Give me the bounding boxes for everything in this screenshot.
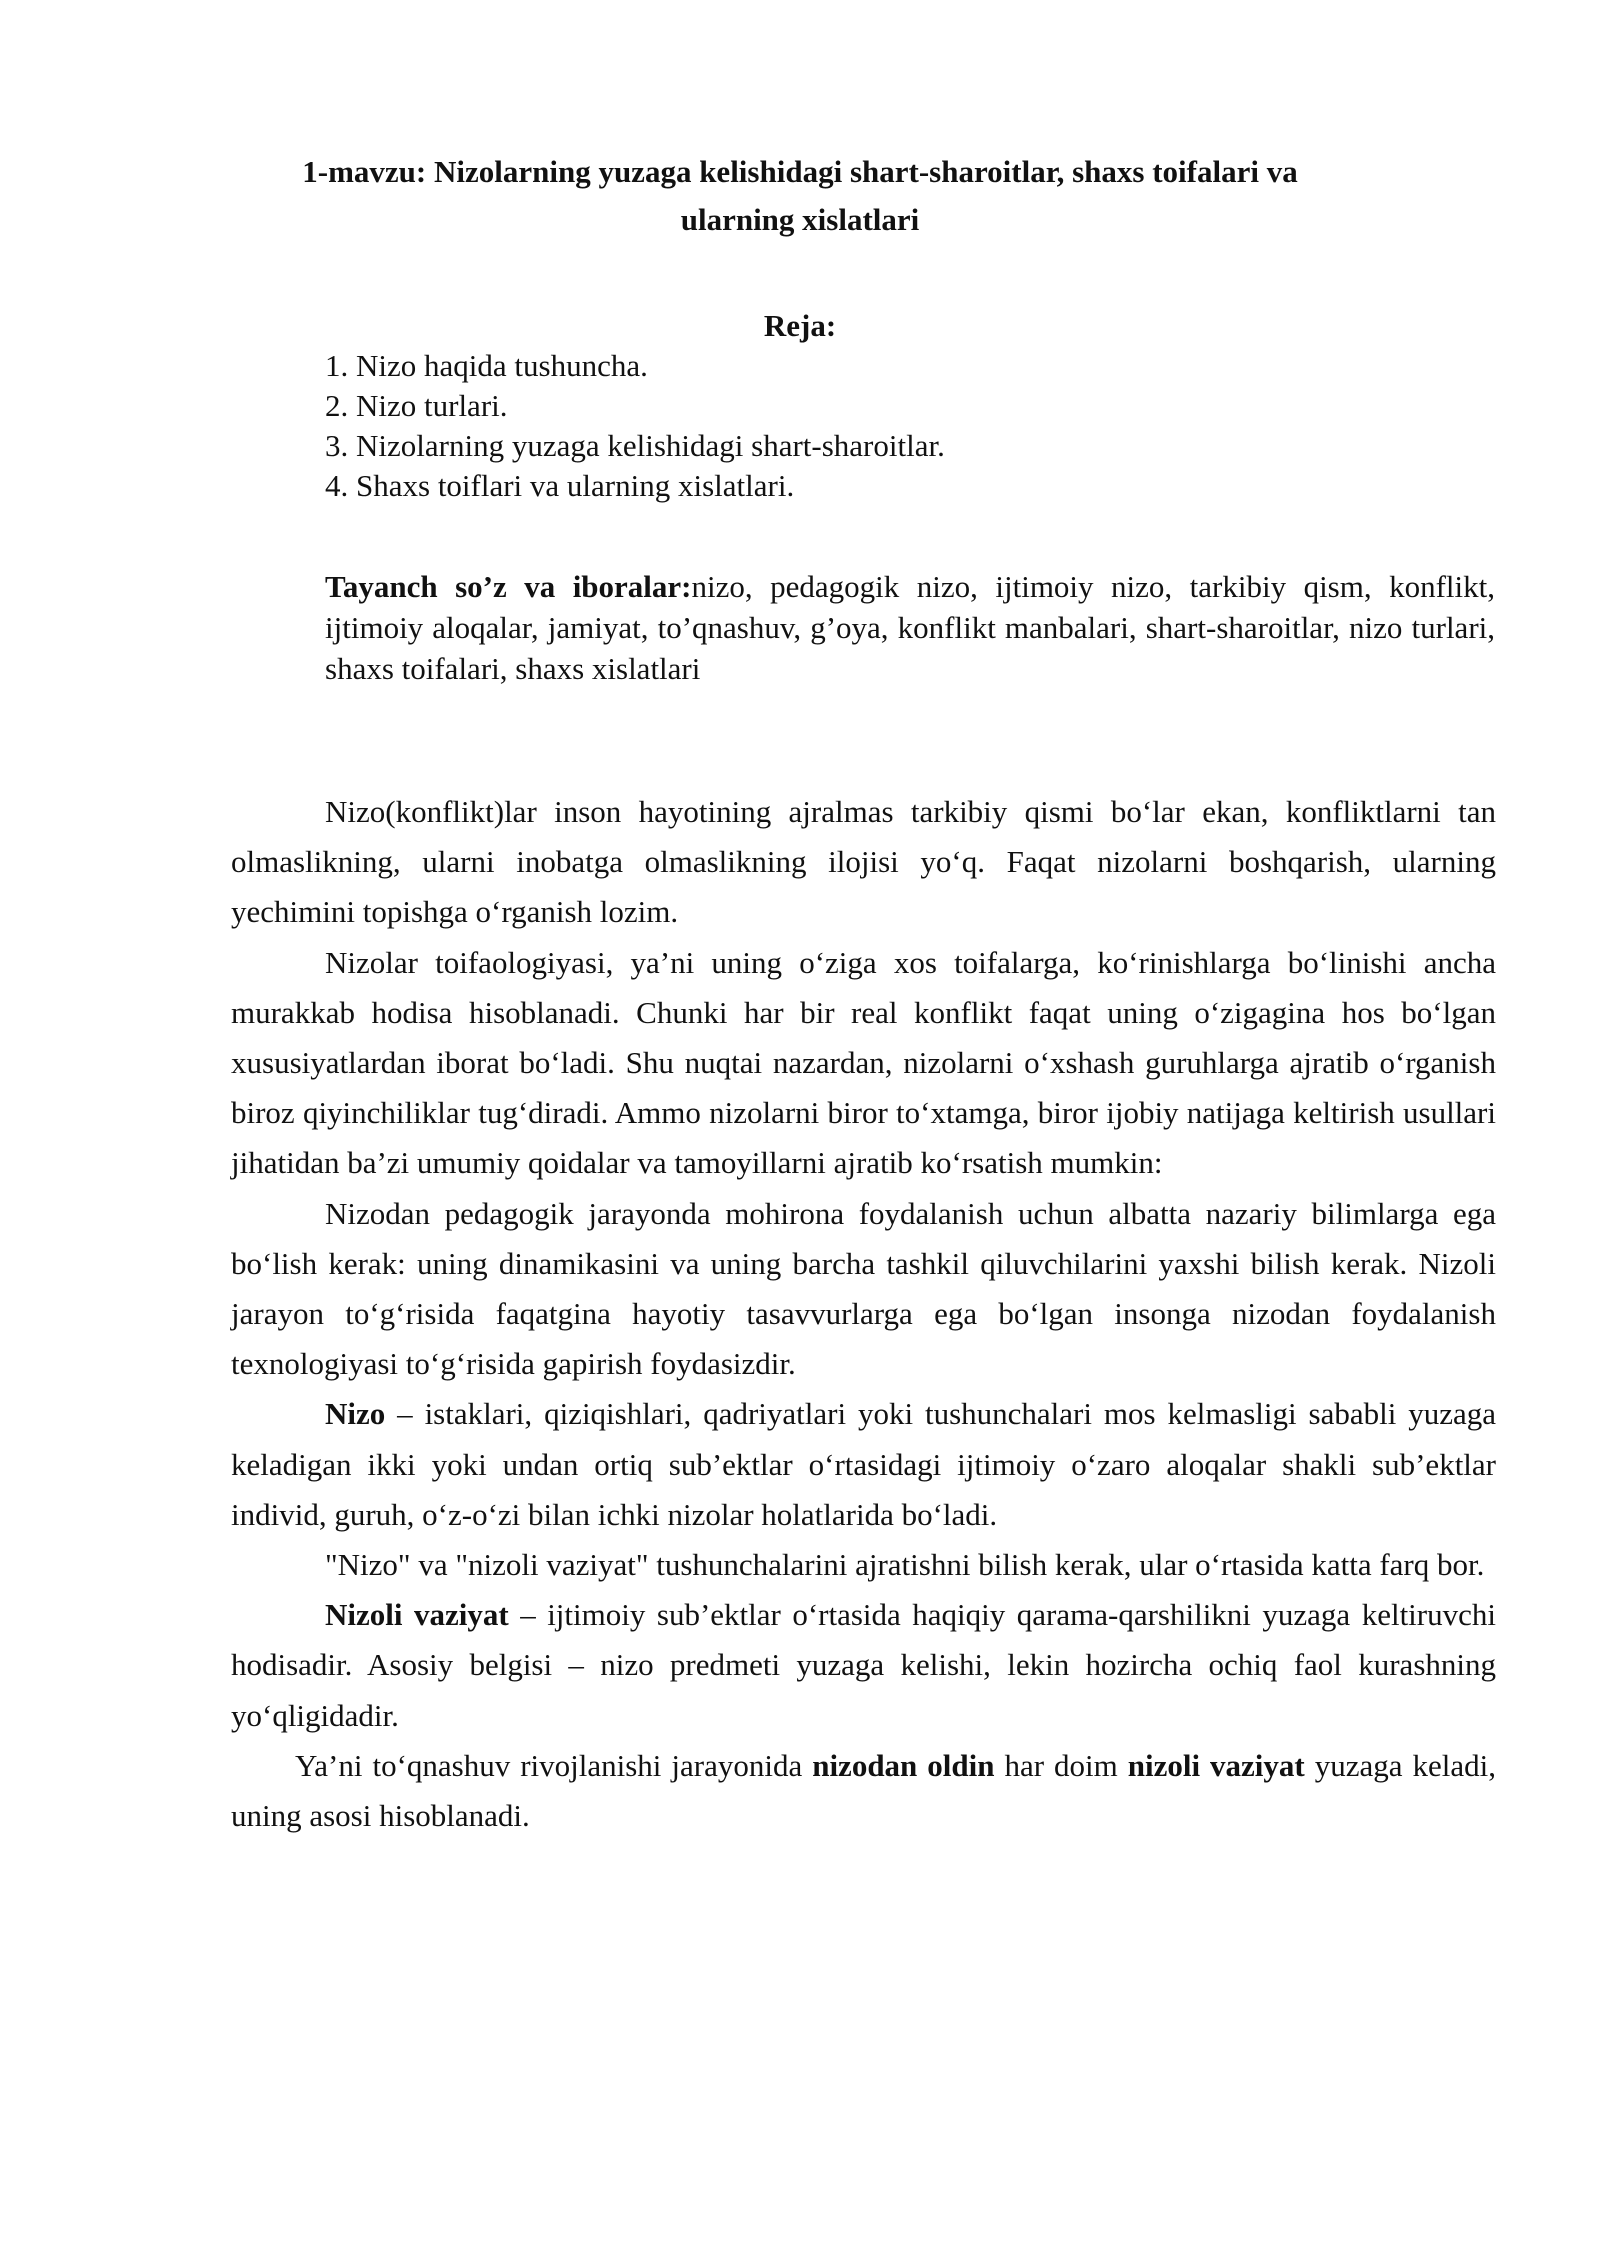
paragraph-7-text-c: har doim — [994, 1747, 1128, 1783]
keywords-text: nizo, pedagogik nizo, ijtimoiy nizo, tarkibiy qism, konflikt, ijtimoiy aloqalar, jamiyat, to’qnashuv, g’oya, konflikt manbalari, shart-sharoitlar, nizo turlari, shaxs toifalari, shaxs xislatlari — [325, 569, 1496, 686]
title-line-2: ularning xislatlari — [680, 202, 920, 237]
definition-nizo: – istaklari, qiziqishlari, qadriyatlari yoki tushunchalari mos kelmasligi sababli yuzaga keladigan ikki yoki undan ortiq sub’ektlar o‘rtasidagi ijtimoiy o‘zaro aloqalar shakli sub’ektlar individ, guruh, o‘z-o‘zi bilan ichki nizolar holatlarida bo‘ladi. — [231, 1396, 1496, 1532]
plan-item: 4. Shaxs toiflari va ularning xislatlari. — [325, 468, 795, 503]
paragraph-2: Nizolar toifaologiyasi, ya’ni uning o‘ziga xos toifalarga, ko‘rinishlarga bo‘linishi ancha murakkab hodisa hisoblanadi. Chunki har bir real konflikt faqat uning o‘zigagina hos bo‘lgan xususiyatlardan iborat bo‘ladi. Shu nuqtai nazardan, nizolarni o‘xshash guruhlarga ajratib o‘rganish biroz qiyinchiliklar tug‘diradi. Ammo nizolarni biror to‘xtamga, biror ijobiy natijaga keltirish usullari jihatidan ba’zi umumiy qoidalar va tamoyillarni ajratib ko‘rsatish mumkin: — [231, 944, 1496, 1181]
body-text — [231, 787, 1496, 1841]
emphasis-nizodan-oldin: nizodan oldin — [812, 1747, 995, 1783]
paragraph-4 — [231, 1389, 1496, 1540]
paragraph-7-text-a: Ya’ni to‘qnashuv rivojlanishi jarayonida — [295, 1747, 813, 1783]
definition-nizoli-vaziyat: – ijtimoiy sub’ektlar o‘rtasida haqiqiy qarama-qarshilikni yuzaga keltiruvchi hodisadir. Asosiy belgisi – nizo predmeti yuzaga kelishi, lekin hozircha ochiq faol kurashning yo‘qligidadir. — [231, 1597, 1496, 1733]
paragraph-6 — [231, 1590, 1496, 1741]
paragraph-7 — [231, 1741, 1496, 1841]
document-title — [200, 148, 1400, 244]
emphasis-nizoli-vaziyat: nizoli vaziyat — [1127, 1747, 1305, 1783]
keywords-label: Tayanch so’z va iboralar: — [325, 569, 692, 604]
paragraph-1: Nizo(konflikt)lar inson hayotining ajralmas tarkibiy qismi bo‘lar ekan, konfliktlarni tan olmaslikning, ularni inobatga olmaslikning ilojisi yo‘q. Faqat nizolarni boshqarish, ularning yechimini topishga o‘rganish lozim. — [231, 794, 1496, 930]
plan-heading: Reja: — [763, 308, 837, 343]
plan-list — [325, 346, 945, 506]
paragraph-5: "Nizo" va "nizoli vaziyat" tushunchalarini ajratishni bilish kerak, ular o‘rtasida katta farq bor. — [325, 1547, 1485, 1583]
title-line-1: 1-mavzu: Nizolarning yuzaga kelishidagi shart-sharoitlar, shaxs toifalari va — [302, 154, 1298, 189]
term-nizoli-vaziyat: Nizoli vaziyat — [325, 1597, 509, 1633]
plan-item: 1. Nizo haqida tushuncha. — [325, 348, 648, 383]
paragraph-3: Nizodan pedagogik jarayonda mohirona foydalanish uchun albatta nazariy bilimlarga ega bo‘lish kerak: uning dinamikasini va uning barcha tashkil qiluvchilarini yaxshi bilish kerak. Nizoli jarayon to‘g‘risida faqatgina hayotiy tasavvurlarga ega bo‘lgan insonga nizodan foydalanish texnologiyasi to‘g‘risida gapirish foydasizdir. — [231, 1195, 1496, 1382]
term-nizo: Nizo — [325, 1396, 386, 1432]
plan-item: 3. Nizolarning yuzaga kelishidagi shart-sharoitlar. — [325, 428, 945, 463]
paragraph-7-text-e: yuzaga keladi, uning asosi hisoblanadi. — [231, 1747, 1496, 1834]
plan-item: 2. Nizo turlari. — [325, 388, 508, 423]
keywords-block — [325, 566, 1495, 689]
